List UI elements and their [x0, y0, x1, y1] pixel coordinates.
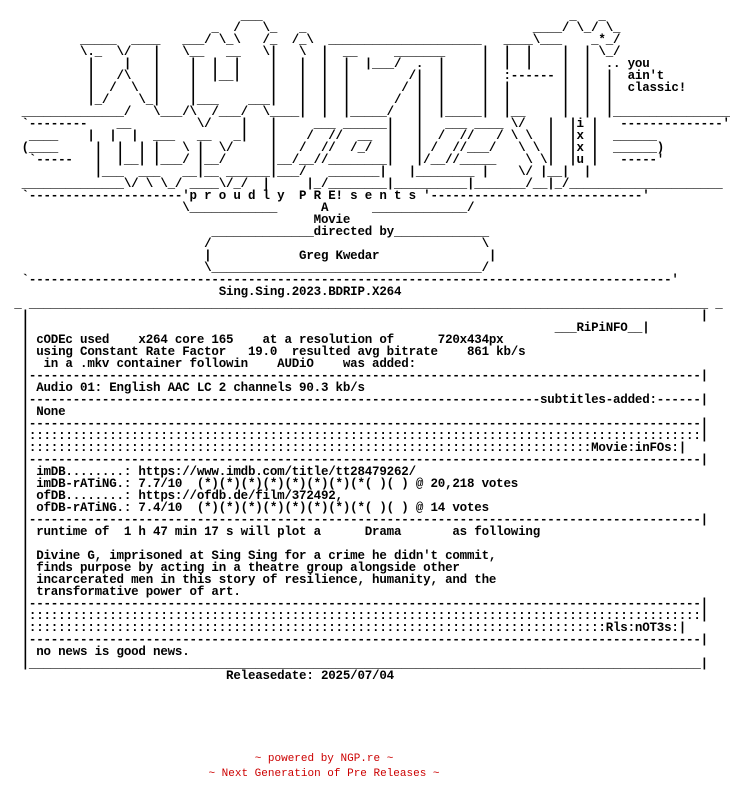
footer-tagline: ~ Next Generation of Pre Releases ~ — [208, 768, 440, 780]
footer-powered-by: ~ powered by NGP.re ~ — [254, 753, 394, 765]
nfo-ascii-text: ___ _ _ _ / \_ _ ____/ \_/ \_ _____ ____ ___/ \_\ /_ /_\ _____________________ ____\___ _*_/ \._ \/ | \__ __ \| \ | __ _______ | | | | | \_/ | | | | | | | | | | |___/ . | | | | | | .. you | /\ | | |__| | | | | /| | | :------ | | | ain't | / \ | | | | | | / | | | | | | | classic! |_/ \_| |___ ___| | | | / | | | | | | | ______________/ \___/\ /___/ \____| | |_____/ | |_____| |__ | | |________________ `-------- __ \/ | | ___ ______| | ___ ____ \/ | |i | --------------' ____ | | | ___ __ _| | / // __ | | / // / \ \ | |x | ______ (____ | | | | \ | \/ | / // /_/ | | / //___/ \ \ | |x | ______) `----- | |__| |___/ |__/ |__/__//________| |/__//_____ \ \| |u | -----' |___ ___ __|__ ______|___/ _______| |________ | \/ |__| | ______________\/ \ \_/ ____\/_/ | |_/________|__________|_______/__|_/_____________________ `---------------------'p r o u d l y P R E! s e n t s '-----------------------------' \____________ A _____________/ Movie ______________directed by_____________ / \ | Greg Kwedar | \_____________________________________/ `----------------------------------------------------------------------------------------' Sing.Sing.2023.BDRIP.X264 _ _____________________________________________________________________________________________ _ | | | ___RiPiNFO__| | cODEc used x264 core 165 at a resolution of 720x434px | using Constant Rate Factor 19.0 resulted avg bitrate 861 kb/s | in a .mkv container followin AUDiO was added: |--------------------------------------------------------------------------------------------| | Audio 01: English AAC LC 2 channels 90.3 kb/s |----------------------------------------------------------------------subtitles-added:------| | None |--------------------------------------------------------------------------------------------| |::::::::::::::::::::::::::::::::::::::::::::::::::::::::::::::::::::::::::::::::::::::::::::| |:::::::::::::::::::::::::::::::::::::::::::::::::::::::::::::::::::::::::::::Movie:inFOs:| |--------------------------------------------------------------------------------------------| | imDB........: https://www.imdb.com/title/tt28479262/ | imDB-rATiNG.: 7.7/10 (*)(*)(*)(*)(*)(*)(*)(*( )( ) @ 20,218 votes | ofDB........: https://ofdb.de/film/372492, | ofDB-rATiNG.: 7.4/10 (*)(*)(*)(*)(*)(*)(*)(*( )( ) @ 14 votes |--------------------------------------------------------------------------------------------| | runtime of 1 h 47 min 17 s will plot a Drama as following | | Divine G, imprisoned at Sing Sing for a crime he didn't commit, | finds purpose by acting in a theatre group alongside other | incarcerated men in this story of resilience, humanity, and the | transformative power of art. |--------------------------------------------------------------------------------------------| |::::::::::::::::::::::::::::::::::::::::::::::::::::::::::::::::::::::::::::::::::::::::::::| |:::::::::::::::::::::::::::::::::::::::::::::::::::::::::::::::::::::::::::::::Rls:nOT3s:| |--------------------------------------------------------------------------------------------| | no news is good news. |____________________________________________________________________________________________| Releasedate: 2025/07/04 — [14, 9, 730, 683]
